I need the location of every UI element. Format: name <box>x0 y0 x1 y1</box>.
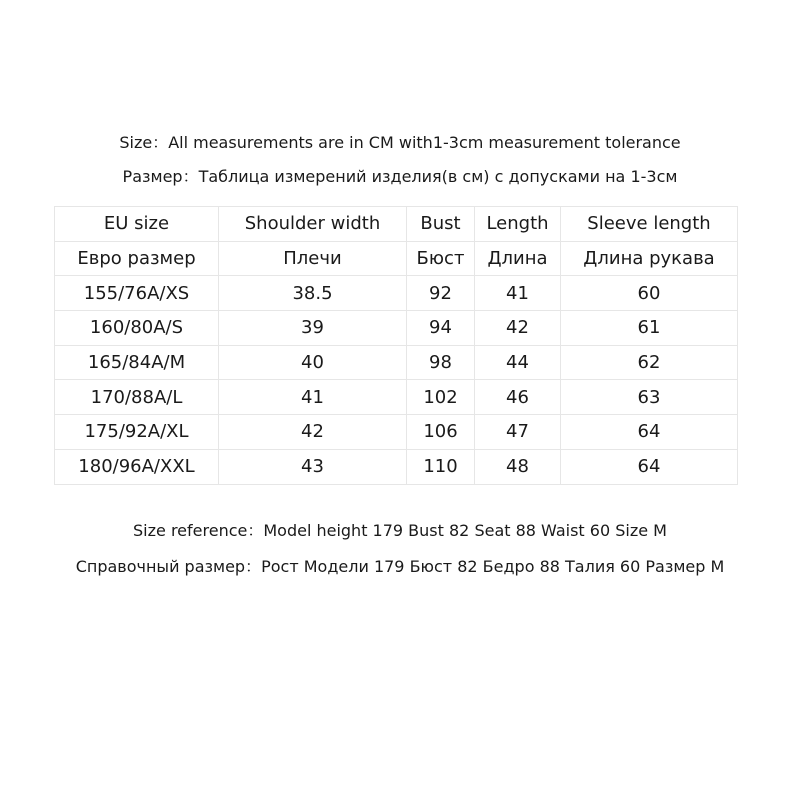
table-row <box>55 449 738 484</box>
table-cell: 165/84A/M <box>55 345 219 380</box>
table-row <box>55 276 738 311</box>
header-cell: Длина <box>475 241 561 276</box>
table-cell: 47 <box>475 415 561 450</box>
table-row <box>55 415 738 450</box>
table-row <box>55 311 738 346</box>
header-cell: Bust <box>407 207 475 242</box>
header-cell: EU size <box>55 207 219 242</box>
table-cell: 94 <box>407 311 475 346</box>
table-cell: 160/80A/S <box>55 311 219 346</box>
header-cell: Длина рукава <box>561 241 738 276</box>
header-cell: Length <box>475 207 561 242</box>
table-cell: 40 <box>219 345 407 380</box>
table-cell: 63 <box>561 380 738 415</box>
table-cell: 110 <box>407 449 475 484</box>
header-cell: Евро размер <box>55 241 219 276</box>
table-cell: 41 <box>219 380 407 415</box>
table-cell: 102 <box>407 380 475 415</box>
header-cell: Бюст <box>407 241 475 276</box>
table-cell: 42 <box>475 311 561 346</box>
table-cell: 61 <box>561 311 738 346</box>
table-cell: 64 <box>561 415 738 450</box>
table-cell: 180/96A/XXL <box>55 449 219 484</box>
header-row-en <box>55 207 738 242</box>
table-cell: 44 <box>475 345 561 380</box>
table-cell: 170/88A/L <box>55 380 219 415</box>
header-cell: Плечи <box>219 241 407 276</box>
size-reference-ru: Справочный размер：Рост Модели 179 Бюст 82 Бедро 88 Талия 60 Размер M <box>75 557 725 576</box>
measurement-note-ru: Размер：Таблица измерений изделия(в см) с допусками на 1-3см <box>122 167 678 186</box>
measurement-note-en: Size：All measurements are in CM with1-3cm measurement tolerance <box>119 133 681 152</box>
table-cell: 175/92A/XL <box>55 415 219 450</box>
table-cell: 98 <box>407 345 475 380</box>
table-cell: 64 <box>561 449 738 484</box>
header-row-ru <box>55 241 738 276</box>
table-cell: 42 <box>219 415 407 450</box>
table-cell: 62 <box>561 345 738 380</box>
size-chart-table <box>54 206 738 485</box>
table-row <box>55 345 738 380</box>
table-cell: 48 <box>475 449 561 484</box>
header-cell: Shoulder width <box>219 207 407 242</box>
table-cell: 38.5 <box>219 276 407 311</box>
table-cell: 41 <box>475 276 561 311</box>
table-row <box>55 380 738 415</box>
table-cell: 155/76A/XS <box>55 276 219 311</box>
table-cell: 46 <box>475 380 561 415</box>
table-cell: 39 <box>219 311 407 346</box>
size-reference-en: Size reference：Model height 179 Bust 82 Seat 88 Waist 60 Size M <box>133 521 667 540</box>
table-cell: 92 <box>407 276 475 311</box>
table-cell: 60 <box>561 276 738 311</box>
table-cell: 106 <box>407 415 475 450</box>
table-cell: 43 <box>219 449 407 484</box>
header-cell: Sleeve length <box>561 207 738 242</box>
